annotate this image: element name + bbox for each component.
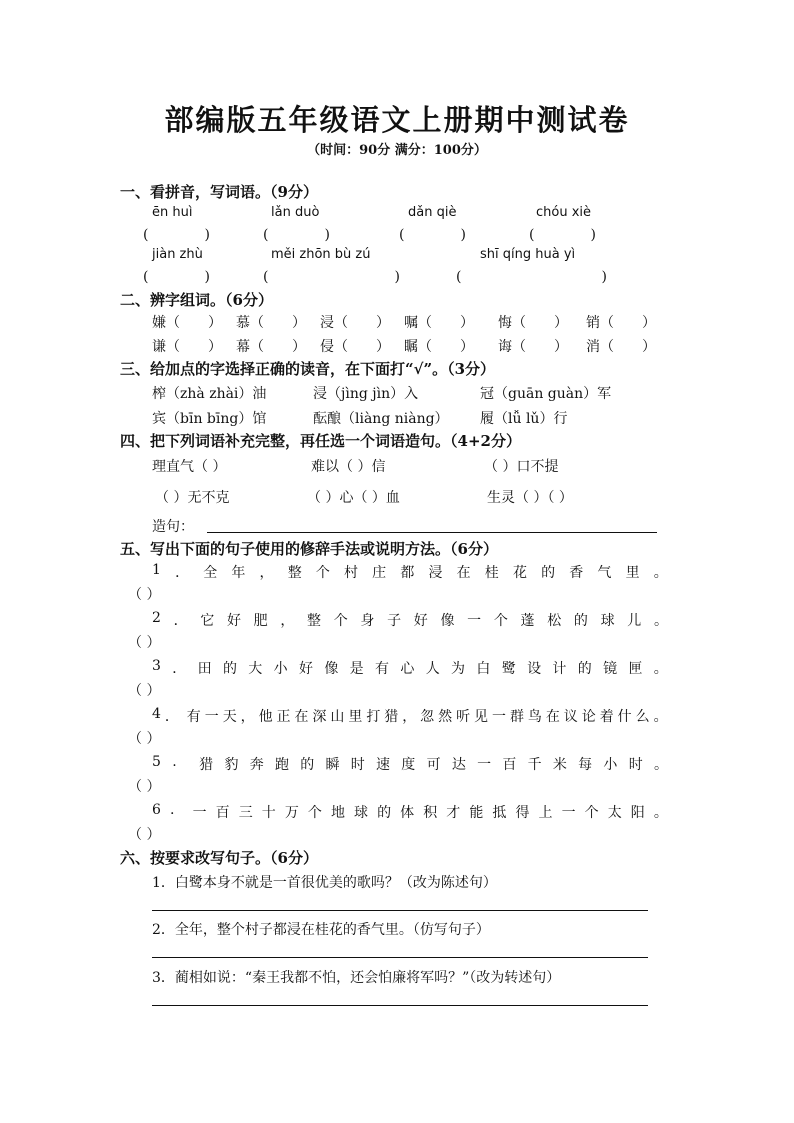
answer-blank[interactable]: （ ） — [128, 587, 161, 603]
page-subtitle: （时间：90分 满分：100分） — [307, 143, 487, 158]
answer-blank[interactable]: （ ） — [128, 827, 161, 843]
idiom-blank[interactable]: 生灵（ ）（ ） — [487, 490, 573, 506]
char-label: 瞩 — [404, 339, 418, 355]
char-label: 嫌 — [152, 315, 166, 331]
answer-blank[interactable]: ( ) — [143, 269, 210, 285]
char-label: 谦 — [152, 339, 166, 355]
answer-blank[interactable]: （ ） — [128, 731, 161, 747]
char-compose-item[interactable]: 嫌（ ） — [152, 315, 222, 331]
char-compose-item[interactable]: 幕（ ） — [236, 339, 306, 355]
reading-item: 宾（bīn bīng）馆 — [152, 411, 267, 427]
char-compose-item[interactable]: 嘱（ ） — [404, 315, 474, 331]
rhetoric-sentence: 6 . 一 百 三 十 万 个 地 球 的 体 积 才 能 抵 得 上 一 个 太 阳 。 — [152, 802, 668, 821]
char-label: 幕 — [236, 339, 250, 355]
rewrite-prompt: 3．蔺相如说：“秦王我都不怕，还会怕廉将军吗？”（改为转述句） — [152, 970, 561, 986]
rhetoric-sentence: 4 ． 有 一 天 ， 他 正 在 深 山 里 打 猎 ， 忽 然 听 见 一 群 鸟 在 议 论 着 什 么 。 — [152, 706, 668, 725]
reading-item: 浸（jìng jìn）入 — [313, 386, 419, 402]
char-label: 销 — [586, 315, 600, 331]
char-label: 消 — [586, 339, 600, 355]
idiom-blank[interactable]: （ ）无不克 — [155, 490, 230, 506]
answer-blank[interactable]: ( ) — [143, 227, 210, 243]
answer-blank[interactable]: （ ） — [128, 683, 161, 699]
idiom-blank[interactable]: （ ）口不提 — [484, 459, 559, 475]
section-6-heading: 六、按要求改写句子。（6分） — [120, 849, 318, 867]
rhetoric-sentence: 1 ． 全 年 ， 整 个 村 庄 都 浸 在 桂 花 的 香 气 里 。 — [152, 562, 668, 581]
pinyin-2: lǎn duò — [271, 205, 320, 220]
pinyin-7: shī qíng huà yì — [480, 247, 576, 262]
rewrite-answer-line[interactable] — [152, 1005, 648, 1006]
rewrite-answer-line[interactable] — [152, 910, 648, 911]
section-3-heading: 三、给加点的字选择正确的读音，在下面打“√”。（3分） — [120, 360, 496, 378]
idiom-blank[interactable]: 难以（ ）信 — [311, 459, 386, 475]
pinyin-3: dǎn qiè — [408, 205, 457, 220]
section-2-heading: 二、辨字组词。（6分） — [120, 291, 273, 309]
char-label: 慕 — [236, 315, 250, 331]
idiom-blank[interactable]: （ ）心（ ）血 — [307, 490, 400, 506]
answer-blank[interactable]: ( ) — [263, 227, 330, 243]
idiom-blank[interactable]: 理直气（ ） — [152, 459, 227, 475]
pinyin-6: měi zhōn bù zú — [271, 247, 371, 262]
answer-blank[interactable]: （ ） — [128, 635, 161, 651]
section-1-heading: 一、看拼音，写词语。（9分） — [120, 183, 318, 201]
char-compose-item[interactable]: 诲（ ） — [498, 339, 568, 355]
char-compose-item[interactable]: 消（ ） — [586, 339, 656, 355]
pinyin-4: chóu xiè — [536, 205, 592, 220]
char-compose-item[interactable]: 谦（ ） — [152, 339, 222, 355]
reading-item: 履（lǚ lǔ）行 — [480, 411, 568, 427]
char-label: 嘱 — [404, 315, 418, 331]
answer-blank[interactable]: ( ) — [529, 227, 596, 243]
reading-item: 酝酿（liàng niàng） — [313, 411, 449, 427]
answer-blank[interactable]: （ ） — [128, 779, 161, 795]
answer-blank[interactable]: ( ) — [456, 269, 607, 285]
rhetoric-sentence: 3 ． 田 的 大 小 好 像 是 有 心 人 为 白 鹭 设 计 的 镜 匣 。 — [152, 658, 668, 677]
char-compose-item[interactable]: 瞩（ ） — [404, 339, 474, 355]
char-compose-item[interactable]: 悔（ ） — [498, 315, 568, 331]
char-label: 诲 — [498, 339, 512, 355]
char-compose-item[interactable]: 销（ ） — [586, 315, 656, 331]
char-compose-item[interactable]: 侵（ ） — [320, 339, 390, 355]
rhetoric-sentence: 5 . 猎 豹 奔 跑 的 瞬 时 速 度 可 达 一 百 千 米 每 小 时 。 — [152, 754, 668, 773]
char-label: 浸 — [320, 315, 334, 331]
section-4-heading: 四、把下列词语补充完整，再任选一个词语造句。（4+2分） — [120, 432, 521, 450]
char-label: 悔 — [498, 315, 512, 331]
pinyin-1: ēn huì — [152, 205, 193, 220]
sentence-answer-line[interactable] — [207, 532, 657, 533]
rewrite-prompt: 1．白鹭本身不就是一首很优美的歌吗？（改为陈述句） — [152, 875, 497, 891]
rewrite-prompt: 2．全年，整个村子都浸在桂花的香气里。（仿写句子） — [152, 922, 490, 938]
char-compose-item[interactable]: 浸（ ） — [320, 315, 390, 331]
answer-blank[interactable]: ( ) — [399, 227, 466, 243]
reading-item: 榨（zhà zhài）油 — [152, 386, 267, 402]
sentence-label: 造句： — [152, 519, 194, 535]
char-label: 侵 — [320, 339, 334, 355]
section-5-heading: 五、写出下面的句子使用的修辞手法或说明方法。（6分） — [120, 540, 498, 558]
rewrite-answer-line[interactable] — [152, 957, 648, 958]
char-compose-item[interactable]: 慕（ ） — [236, 315, 306, 331]
reading-item: 冠（guān guàn）军 — [480, 386, 612, 402]
pinyin-5: jiàn zhù — [152, 247, 203, 262]
page-title: 部编版五年级语文上册期中测试卷 — [164, 103, 630, 137]
rhetoric-sentence: 2 ． 它 好 肥 ， 整 个 身 子 好 像 一 个 蓬 松 的 球 儿 。 — [152, 610, 668, 629]
answer-blank[interactable]: ( ) — [263, 269, 400, 285]
